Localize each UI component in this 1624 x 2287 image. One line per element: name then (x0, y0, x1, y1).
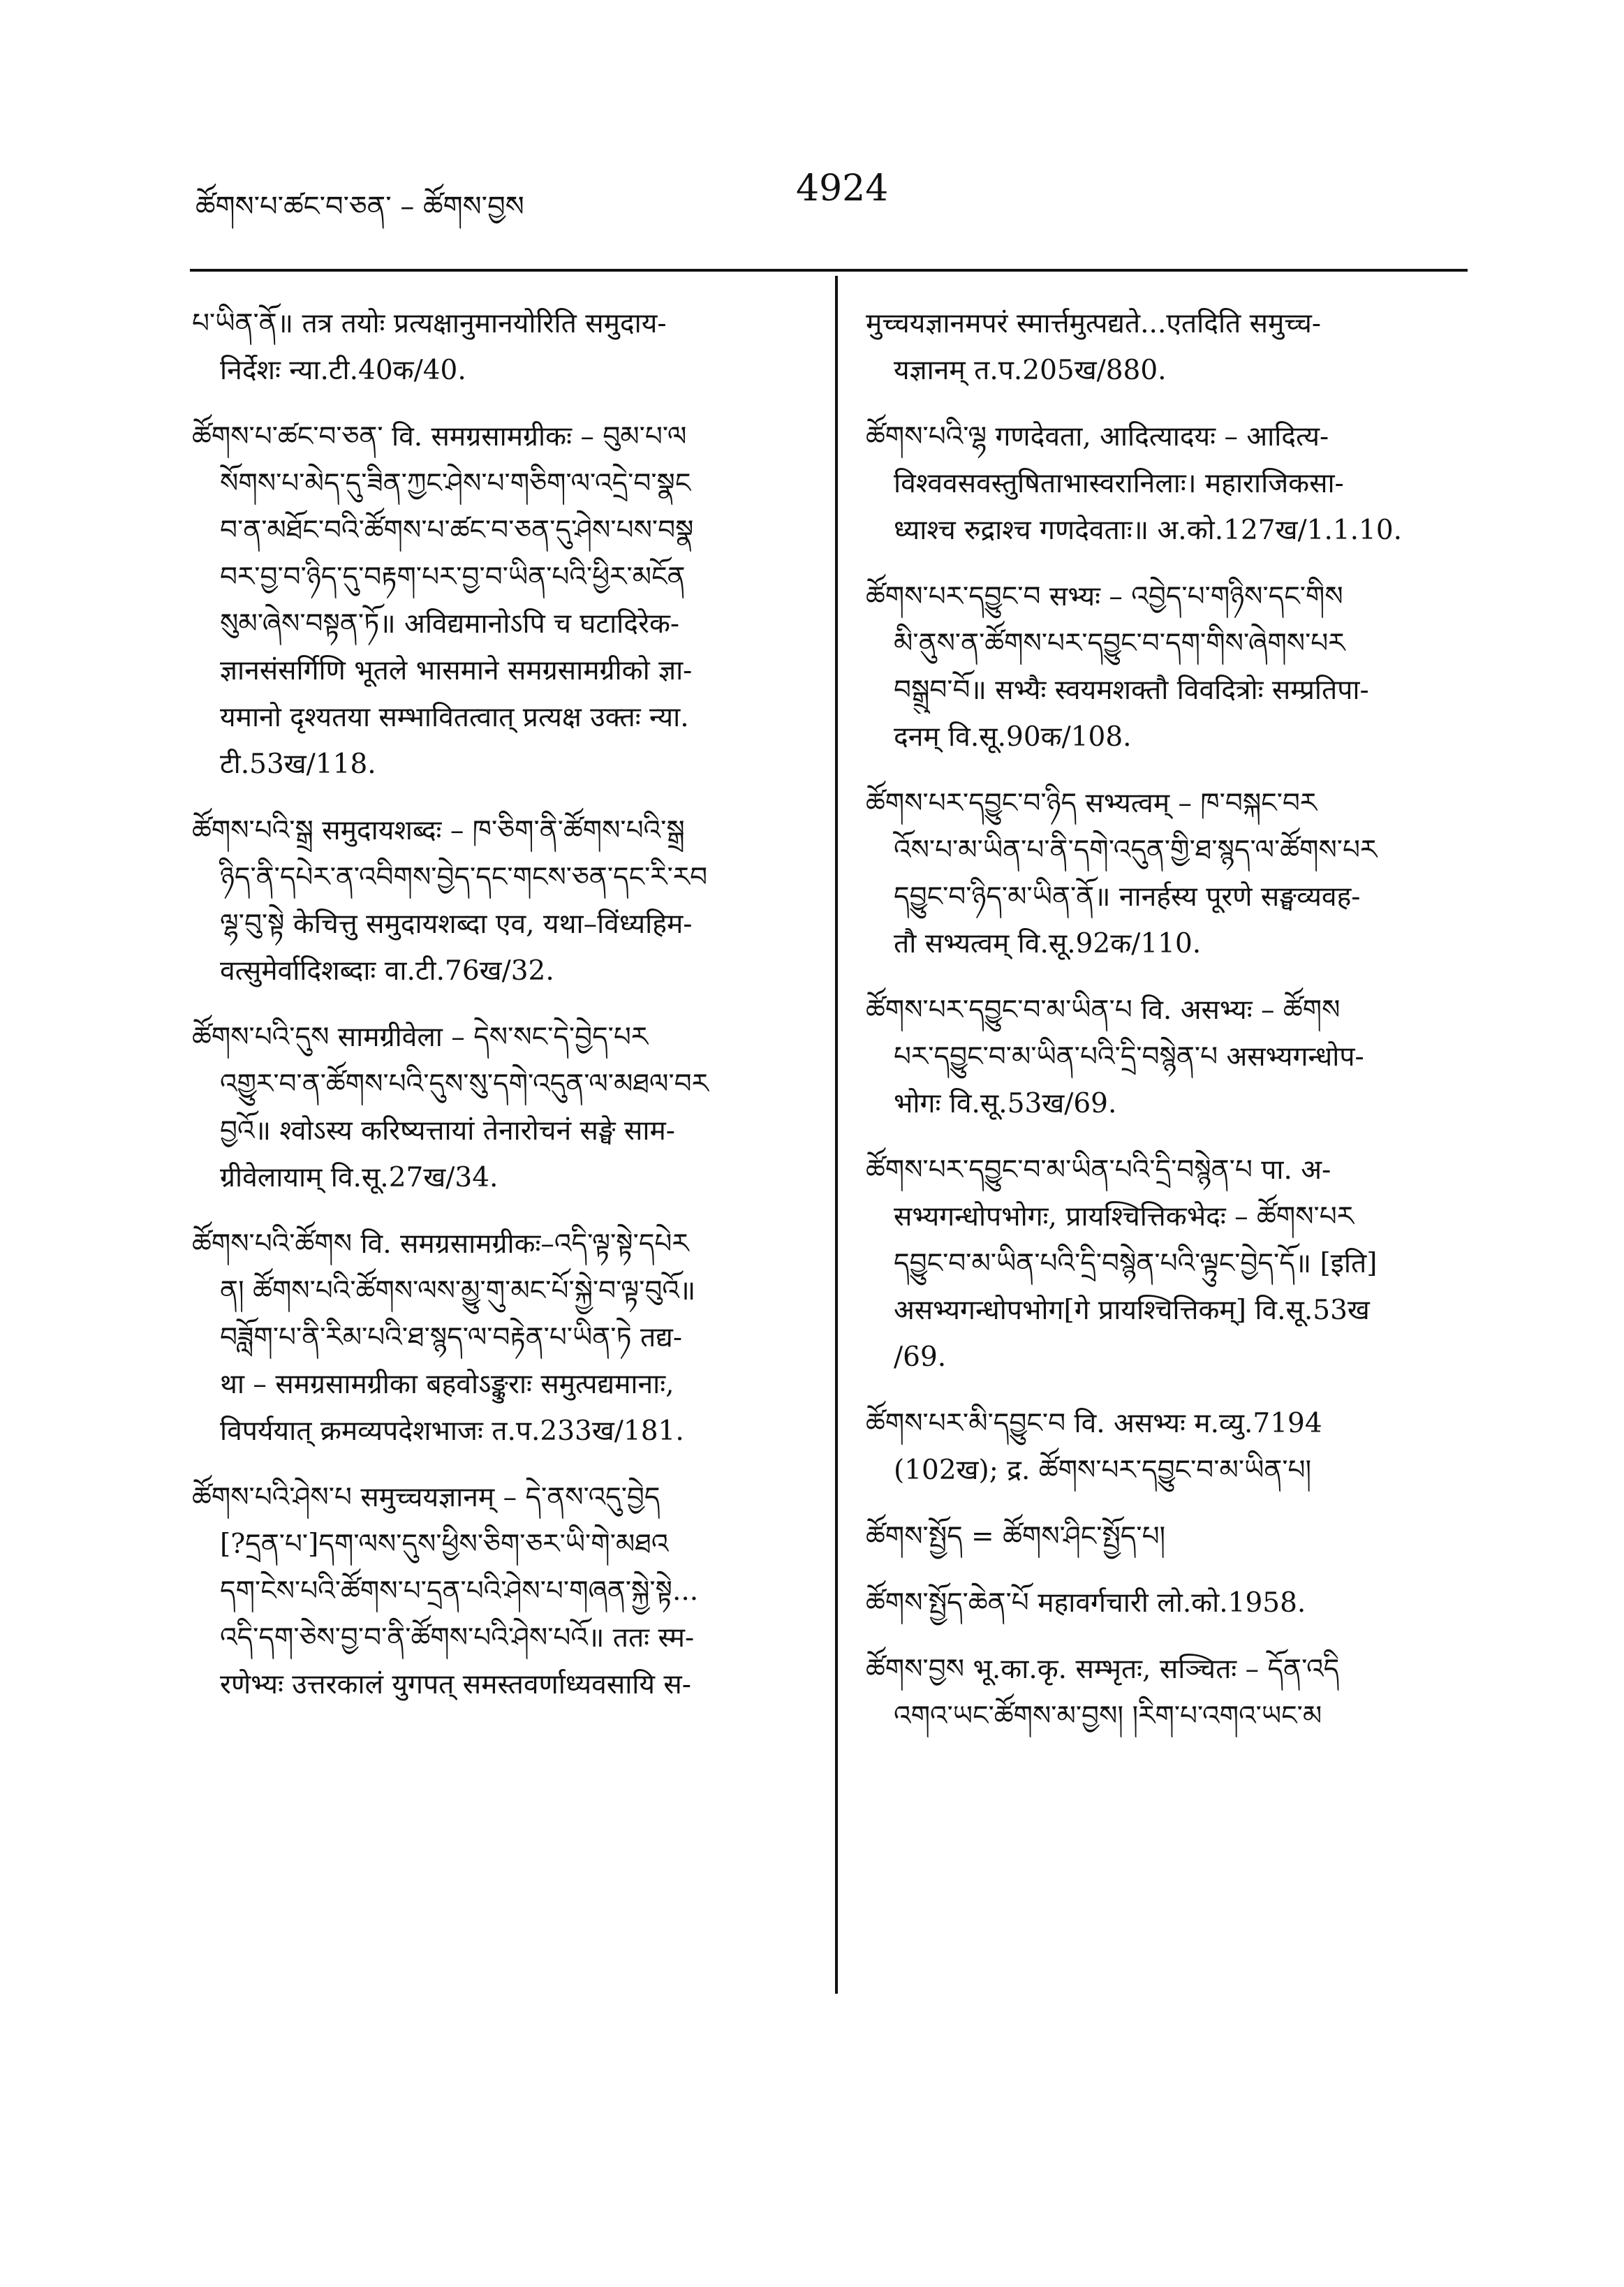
entry-line: མི་ནུས་ན་ཚོགས་པར་དབྱུང་བ་དག་གིས་ཞེགས་པར (894, 628, 1345, 659)
left-column (192, 300, 806, 1728)
entry-line: ན། ཚོགས་པའི་ཚོགས་ལས་མྱུ་གུ་མང་པོ་སྐྱེ་བ་ལྟ་བུའོ॥ (220, 1275, 696, 1307)
entry-line: འགའ་ཡང་ཚོགས་མ་བྱས། །རིག་པ་འགའ་ཡང་མ (894, 1700, 1322, 1732)
entry-line: བཟློག་པ་ནི་རིམ་པའི་ཐ་སྙད་ལ་བརྟེན་པ་ཡིན་ཏེ तद्य- (220, 1322, 683, 1353)
dictionary-entry (192, 1474, 806, 1708)
entry-line: यमानो दृश्यतया सम्भावितत्वात् प्रत्यक्ष उक्तः न्या. (220, 702, 689, 733)
entry-headline: ཚོགས་པར་མི་དབྱུང་བ वि. असभ्यः म.व्यु.7194 (866, 1408, 1322, 1439)
entry-line: विपर्ययात् क्रमव्यपदेशभाजः त.प.233ख/181. (220, 1415, 684, 1447)
entry-line: ཉིད་ནི་དཔེར་ན་འབིགས་བྱེད་དང་གངས་ཅན་དང་རི་རབ (220, 862, 708, 893)
entry-headline: ཚོགས་པར་དབྱུང་བ་ཉིད सभ्यत्वम् – ཁ་བསྐང་བར (866, 788, 1317, 819)
entry-line: བསྒྲུབ་བོ॥ सभ्यैः स्वयमशक्तौ विवदित्रोः सम्प्रतिपा- (894, 675, 1369, 706)
entry-line: ध्याश्च रुद्राश्च गणदेवताः॥ अ.को.127ख/1.1.10. (894, 515, 1403, 546)
entry-line: रणेभ्यः उत्तरकालं युगपत् समस्तवर्णाध्यवसायि स- (220, 1669, 691, 1700)
entry-headline: ཚོགས་པར་དབྱུང་བ་མ་ཡིན་པ वि. असभ्यः – ཚོགས (866, 994, 1341, 1026)
page-header (189, 161, 1480, 237)
right-column (866, 300, 1466, 1759)
entry-line: ग्रीवेलायाम् वि.सू.27ख/34. (220, 1162, 499, 1193)
entry-line: असभ्यगन्धोपभोग[गे प्रायश्चित्तिकम्] वि.सू.53ख (894, 1295, 1370, 1326)
header-rule (190, 269, 1468, 272)
dictionary-entry (192, 1221, 806, 1455)
dictionary-entry (866, 1147, 1466, 1381)
entry-line: སོགས་པ་མེད་དུ་ཟིན་ཀྱང་ཤེས་པ་གཅིག་ལ་འདྲེ་བ་སྣང (220, 468, 691, 499)
entry-line: བ་ན་མཐོང་བའི་ཚོགས་པ་ཚང་བ་ཅན་དུ་ཤེས་པས་བསྣ (220, 515, 694, 546)
dictionary-entry (866, 987, 1466, 1127)
entry-headline: ཚོགས་པའི་སྒྲ समुदायशब्दः – ཁ་ཅིག་ནི་ཚོགས་པའི་སྒྲ (192, 815, 685, 846)
dictionary-entry (192, 300, 806, 394)
dictionary-entry (192, 413, 806, 788)
entry-line: ལྷ་བུ་སྟེ केचित्तु समुदायशब्दा एव, यथा–विंध्यहिम- (220, 909, 693, 940)
dictionary-entry (866, 780, 1466, 967)
column-divider (835, 276, 838, 1994)
entry-line: དབྱུང་བ་ཉིད་མ་ཡིན་ནོ॥ नानर्हस्य पूरणे सङ्घव्यवह- (894, 881, 1361, 913)
dictionary-entry (866, 413, 1466, 554)
entry-line: सभ्यगन्धोपभोगः, प्रायश्चित्तिकभेदः – ཚོགས་པར (894, 1201, 1354, 1233)
dictionary-entry (866, 1400, 1466, 1494)
dictionary-entry (866, 1646, 1466, 1740)
entry-headline: ཚོགས་སྤྱོད་ཆེན་པོ महावर्गचारी लो.को.1958. (866, 1587, 1306, 1619)
entry-line: /69. (894, 1341, 947, 1373)
entry-headline: ཚོགས་པའི་དུས सामग्रीवेला – དེས་སང་དེ་བྱེད་པར (192, 1022, 649, 1053)
entry-line: विश्ववसवस्तुषिताभास्वरानिलाः। महाराजिकसा- (894, 468, 1344, 499)
entry-line: [?དྲན་པ་]དག་ལས་དུས་ཕྱིས་ཅིག་ཅར་ཡི་གེ་མཐའ (220, 1529, 669, 1560)
entry-line: པར་དབྱུང་བ་མ་ཡིན་པའི་དྲི་བསྙེན་པ असभ्यगन्धोप- (894, 1041, 1364, 1073)
entry-line: तौ सभ्यत्वम् वि.सू.92क/110. (894, 928, 1202, 959)
entry-line: འོས་པ་མ་ཡིན་པ་ནི་དགེ་འདུན་གྱི་ཐ་སྙད་ལ་ཚོགས་པར (894, 834, 1378, 866)
dictionary-entry (866, 1580, 1466, 1626)
entry-line: यज्ञानम् त.प.205ख/880. (894, 355, 1167, 386)
entry-line: བྱའོ॥ श्वोऽस्य करिष्यत्तायां तेनारोचनं सङ्घे साम- (220, 1115, 675, 1147)
entry-headline: ཚོགས་སྤྱོད = ཚོགས་ཤིང་སྤྱོད་པ། (866, 1521, 1166, 1552)
entry-headline: ཚོགས་བྱས भू.का.कृ. सम्भृतः, सञ्चितः – དོན་འདི (866, 1654, 1340, 1685)
entry-line: टी.53ख/118. (220, 749, 376, 780)
entry-line: था – समग्रसामग्रीका बहवोऽङ्कुराः समुत्पद्यमानाः, (220, 1369, 674, 1400)
dictionary-entry (192, 1014, 806, 1201)
entry-headline: ཚོགས་པར་དབྱུང་བ सभ्यः – འབྱེད་པ་གཉིས་དང་གིས (866, 581, 1343, 612)
entry-line: भोगः वि.सू.53ख/69. (894, 1088, 1117, 1119)
page-number: 4924 (796, 168, 889, 209)
entry-line: དབྱུང་བ་མ་ཡིན་པའི་དྲི་བསྙེན་པའི་ལྟུང་བྱེད་དོ॥ [इति] (894, 1248, 1378, 1279)
entry-line: འགྱུར་བ་ན་ཚོགས་པའི་དུས་སུ་དགེ་འདུན་ལ་མཐལ་བར (220, 1068, 709, 1100)
entry-line: དག་ངེས་པའི་ཚོགས་པ་དྲན་པའི་ཤེས་པ་གཞན་སྐྱེ་སྟེ... (220, 1575, 699, 1607)
entry-line: འདི་དག་ཅེས་བྱ་བ་ནི་ཚོགས་པའི་ཤེས་པའོ॥ ततः स्म- (220, 1622, 695, 1654)
entry-line: निर्देशः न्या.टी.40क/40. (220, 355, 466, 386)
entry-line: སུམ་ཞེས་བསྟན་ཏོ॥ अविद्यमानोऽपि च घटादिरेक- (220, 608, 680, 640)
entry-headline: ཚོགས་པའི་ཚོགས वि. समग्रसामग्रीकः–འདི་ལྟ་སྟེ་དཔེར (192, 1228, 689, 1260)
entry-headline: ཚོགས་པའི་ཤེས་པ समुच्चयज्ञानम् – དེ་ནས་འདུ་བྱེད (192, 1482, 660, 1513)
dictionary-entry (866, 1513, 1466, 1560)
entry-headline: པ་ཡིན་ནོ॥ तत्र तयोः प्रत्यक्षानुमानयोरिति समुदाय- (192, 308, 667, 339)
entry-line: (102ख); द्र. ཚོགས་པར་དབྱུང་བ་མ་ཡིན་པ། (894, 1455, 1312, 1486)
dictionary-entry (866, 573, 1466, 760)
entry-headline: ཚོགས་པར་དབྱུང་བ་མ་ཡིན་པའི་དྲི་བསྙེན་པ पा. अ- (866, 1154, 1331, 1186)
running-head: ཚོགས་པ་ཚང་བ་ཅན་ – ཚོགས་བྱས (195, 191, 524, 223)
dictionary-entry (192, 807, 806, 994)
entry-line: བར་བྱ་བ་ཉིད་དུ་བརྟག་པར་བྱ་བ་ཡིན་པའི་ཕྱིར་མངོན (220, 561, 686, 593)
entry-headline: मुच्चयज्ञानमपरं स्मार्त्तमुत्पद्यते...एतदिति समुच्च- (866, 308, 1322, 339)
entry-line: वत्सुमेर्वादिशब्दाः वा.टी.76ख/32. (220, 955, 554, 987)
entry-headline: ཚོགས་པའི་ལྷ गणदेवता, आदित्यादयः – आदित्य- (866, 421, 1329, 453)
entry-line: दनम् वि.सू.90क/108. (894, 721, 1132, 753)
entry-headline: ཚོགས་པ་ཚང་བ་ཅན་ वि. समग्रसामग्रीकः – བུམ་པ་ལ (192, 421, 687, 453)
entry-line: ज्ञानसंसर्गिणि भूतले भासमाने समग्रसामग्रीको ज्ञा- (220, 655, 693, 686)
dictionary-entry (866, 300, 1466, 394)
